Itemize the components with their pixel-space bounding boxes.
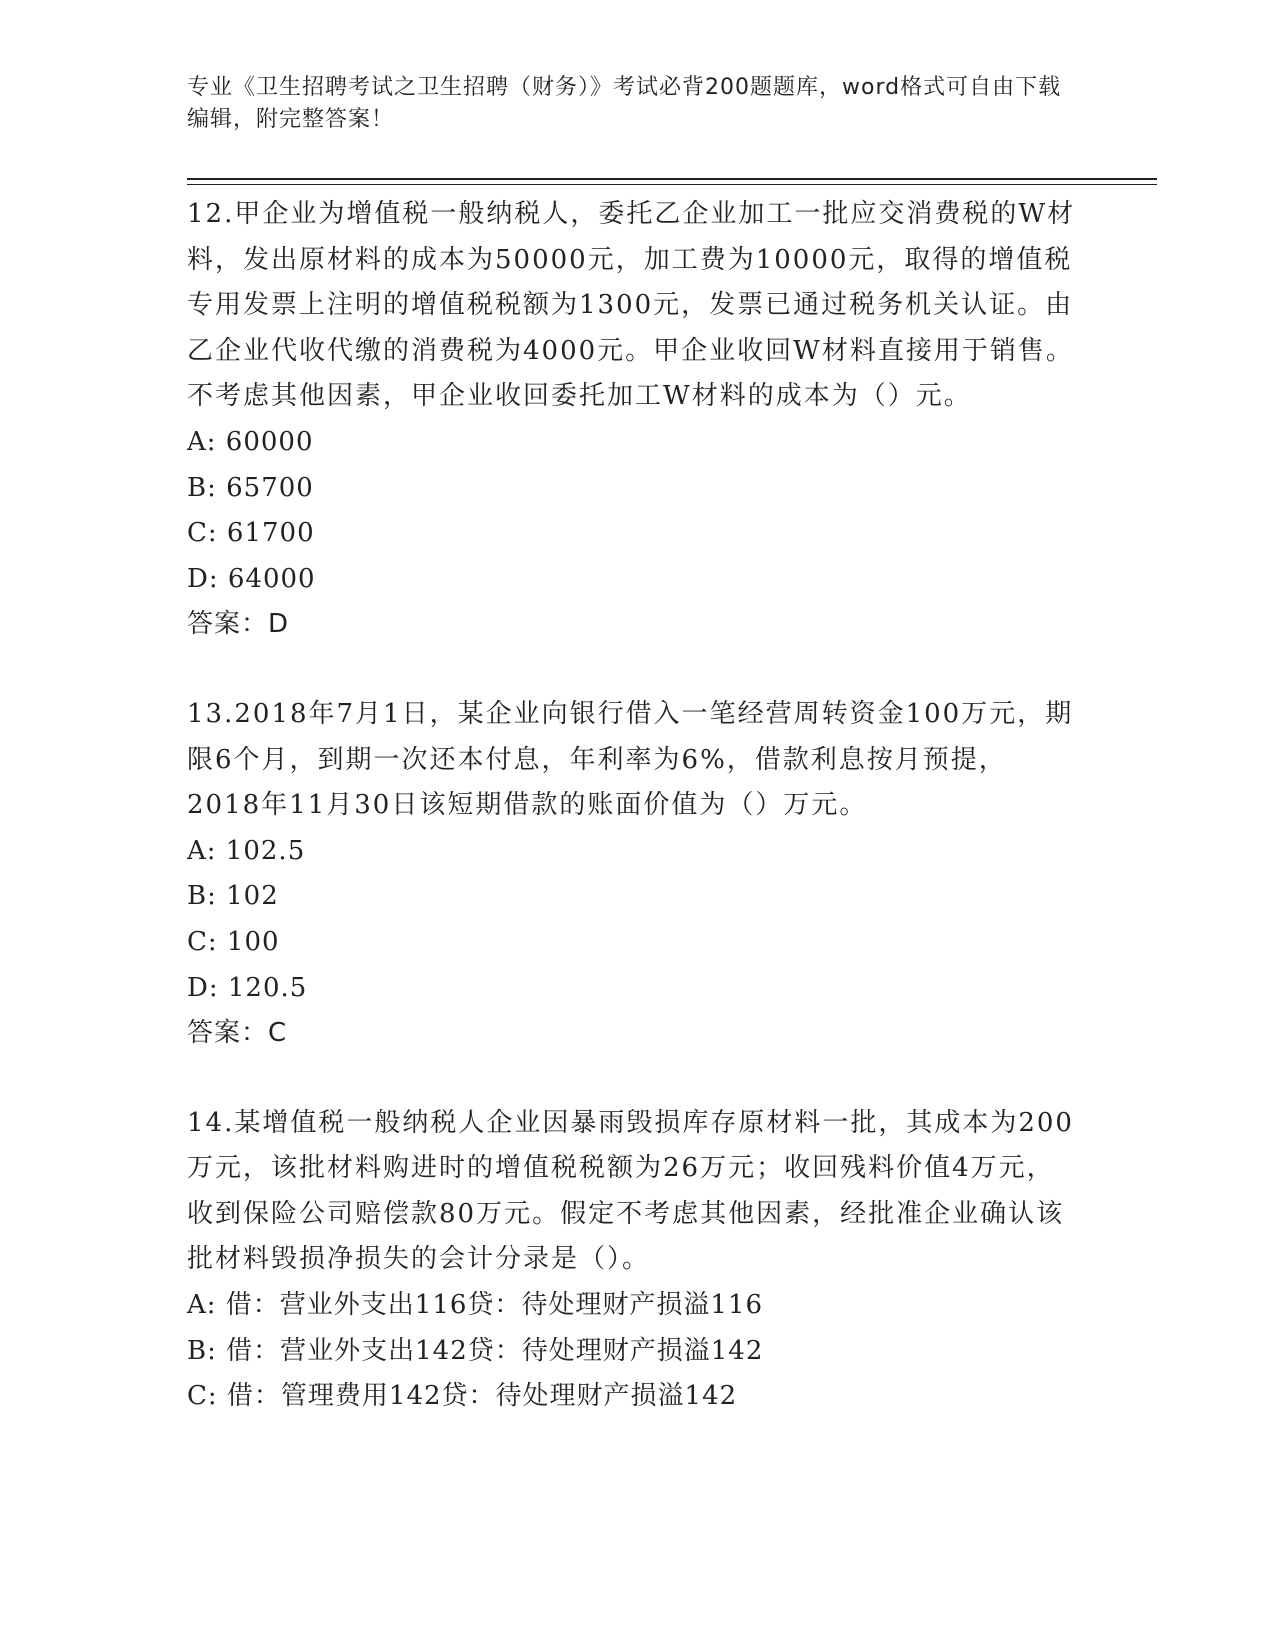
question-12 [187, 192, 1077, 648]
option-a: A: 借：营业外支出116贷：待处理财产损溢116 [187, 1290, 764, 1321]
question-text: 14.某增值税一般纳税人企业因暴雨毁损库存原材料一批，其成本为200万元，该批材料购进时的增值税税额为26万元；收回残料价值4万元，收到保险公司赔偿款80万元。假定不考虑其他因素，经批准企业确认该批材料毁损净损失的会计分录是（）。 [187, 1107, 1074, 1275]
question-list [187, 192, 1077, 1464]
option-c: C: 借：管理费用142贷：待处理财产损溢142 [187, 1381, 738, 1412]
option-a: A: 102.5 [187, 835, 306, 866]
option-d: D: 120.5 [187, 972, 308, 1003]
option-b: B: 65700 [187, 472, 314, 503]
question-13 [187, 692, 1077, 1057]
option-b: B: 102 [187, 881, 279, 912]
option-b: B: 借：营业外支出142贷：待处理财产损溢142 [187, 1335, 764, 1366]
question-text: 12.甲企业为增值税一般纳税人，委托乙企业加工一批应交消费税的W材料，发出原材料的成本为50000元，加工费为10000元，取得的增值税专用发票上注明的增值税税额为1300元，发票已通过税务机关认证。由乙企业代收代缴的消费税为4000元。甲企业收回W材料直接用于销售。不考虑其他因素，甲企业收回委托加工W材料的成本为（）元。 [187, 199, 1076, 412]
document-header: 专业《卫生招聘考试之卫生招聘（财务）》考试必背200题题库，word格式可自由下载编辑，附完整答案！ [187, 75, 1062, 132]
option-c: C: 61700 [187, 518, 315, 549]
question-14 [187, 1101, 1077, 1420]
option-a: A: 60000 [187, 426, 314, 457]
header-divider-thin [187, 184, 1157, 185]
option-c: C: 100 [187, 926, 280, 957]
question-text: 13.2018年7月1日，某企业向银行借入一笔经营周转资金100万元，期限6个月，到期一次还本付息，年利率为6%，借款利息按月预提，2018年11月30日该短期借款的账面价值为（）万元。 [187, 698, 1074, 821]
option-d: D: 64000 [187, 563, 316, 594]
answer-line: 答案：C [187, 1018, 288, 1049]
header-divider-thick [187, 178, 1157, 180]
answer-line: 答案：D [187, 609, 290, 640]
